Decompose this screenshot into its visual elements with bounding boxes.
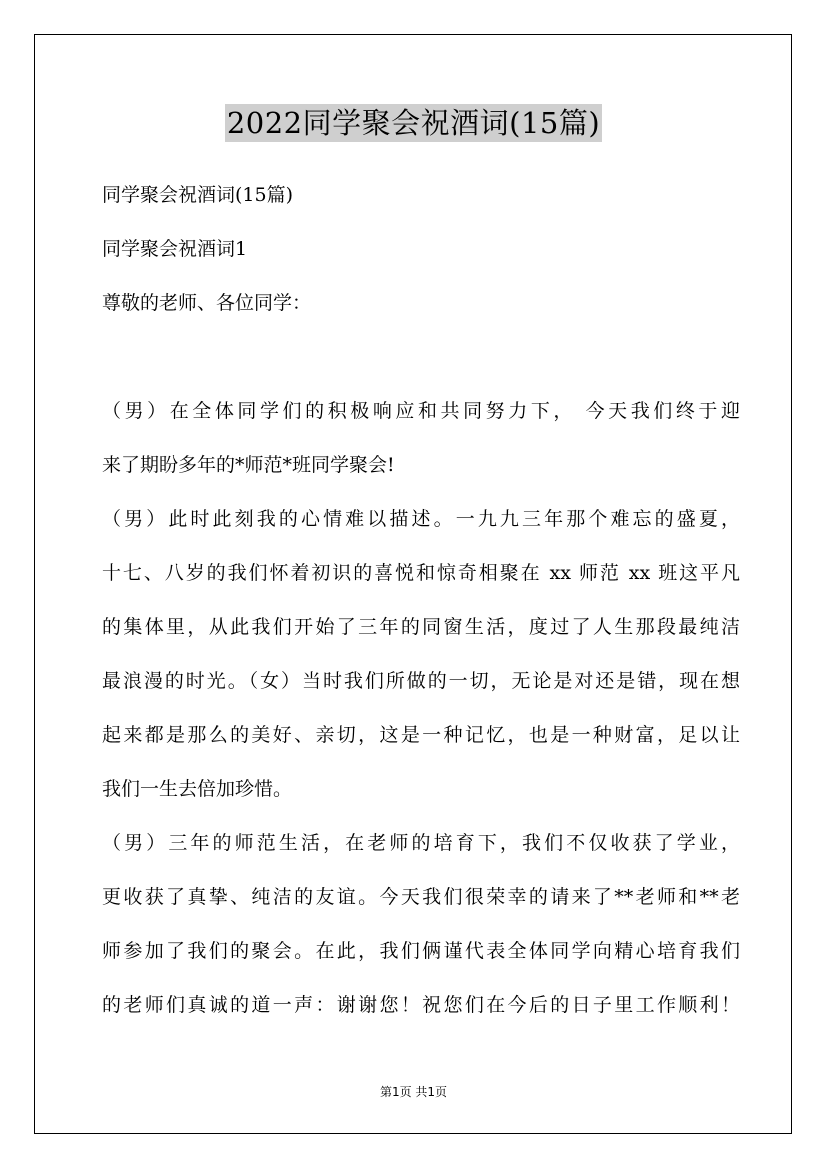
paragraph-3-line-4: 的老师们真诚的道一声：谢谢您！祝您们在今后的日子里工作顺利！ [102, 994, 740, 1016]
page-footer: 第1页 共1页 [379, 1085, 448, 1099]
paragraph-2-line-1: （男）此时此刻我的心情难以描述。一九九三年那个难忘的盛夏， [102, 508, 740, 530]
paragraph-2-line-3: 的集体里，从此我们开始了三年的同窗生活，度过了人生那段最纯洁 [102, 616, 740, 638]
section-heading: 同学聚会祝酒词1 [102, 238, 248, 260]
paragraph-1-line-1: （男）在全体同学们的积极响应和共同努力下， 今天我们终于迎 [102, 400, 740, 422]
paragraph-3-line-3: 师参加了我们的聚会。在此，我们俩谨代表全体同学向精心培育我们 [102, 940, 740, 962]
paragraph-2-line-5: 起来都是那么的美好、亲切，这是一种记忆，也是一种财富，足以让 [102, 724, 740, 746]
paragraph-2-line-2: 十七、八岁的我们怀着初识的喜悦和惊奇相聚在 xx 师范 xx 班这平凡 [102, 562, 740, 584]
document-title: 2022同学聚会祝酒词(15篇) [226, 106, 601, 140]
paragraph-3-line-1: （男）三年的师范生活，在老师的培育下，我们不仅收获了学业， [102, 832, 740, 854]
paragraph-2-line-6: 我们一生去倍加珍惜。 [102, 778, 293, 800]
salutation-line: 尊敬的老师、各位同学： [102, 292, 312, 314]
paragraph-3-line-2: 更收获了真挚、纯洁的友谊。今天我们很荣幸的请来了**老师和**老 [102, 886, 740, 908]
title-container [0, 104, 827, 142]
paragraph-1-line-2: 来了期盼多年的*师范*班同学聚会! [102, 454, 395, 476]
subtitle-line: 同学聚会祝酒词(15篇) [102, 184, 294, 206]
paragraph-2-line-4: 最浪漫的时光。（女）当时我们所做的一切，无论是对还是错，现在想 [102, 670, 740, 692]
